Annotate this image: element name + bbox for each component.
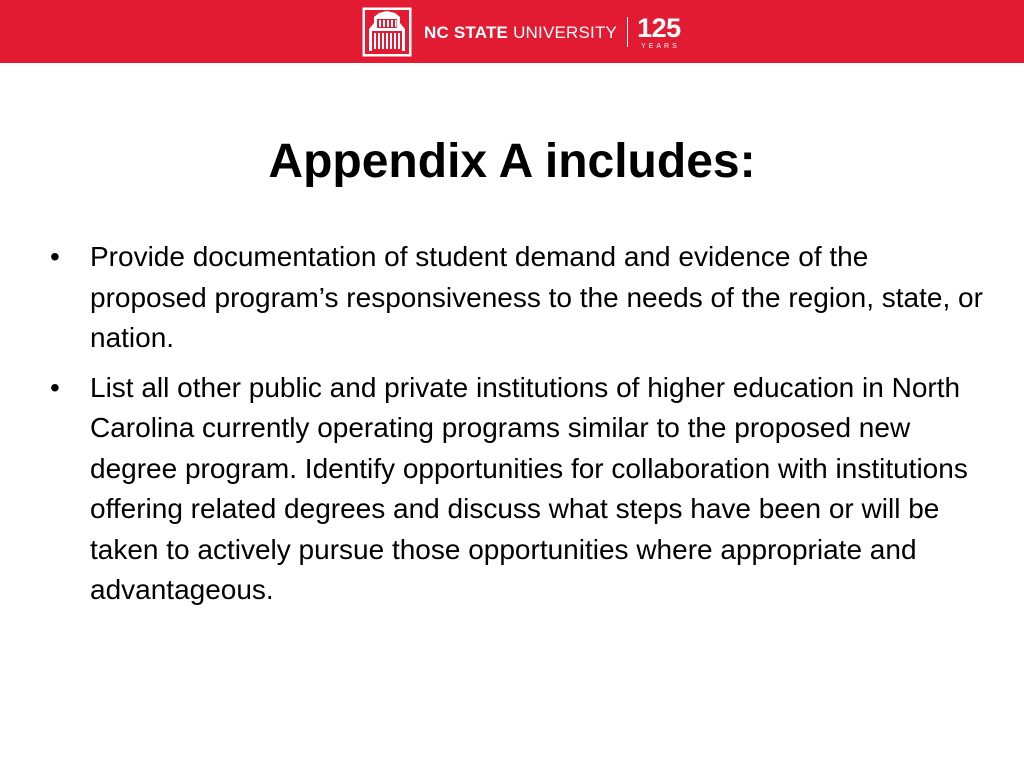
bullet-item	[50, 237, 990, 359]
bullet-icon: •	[50, 241, 60, 272]
university-logo	[362, 6, 681, 58]
slide-title: Appendix A includes:	[268, 135, 756, 188]
bullet-text: List all other public and private institutions of higher education in North Carolina currently operating programs similar to the proposed new degree program. Identify opportunities for collaboration with institutions offering related degrees and discuss what steps have been or will be taken to actively pursue those opportunities where appropriate and advantageous.	[90, 371, 968, 605]
anniversary-label: YEARS	[641, 42, 680, 50]
anniversary-badge	[637, 12, 681, 50]
bullet-list	[50, 237, 990, 620]
anniversary-number: 125	[637, 12, 681, 43]
logo-divider	[627, 17, 628, 47]
brand-bold-text: NC STATE	[424, 22, 509, 42]
bullet-item	[50, 368, 990, 611]
bullet-text: Provide documentation of student demand and evidence of the proposed program’s responsiveness to the needs of the region, state, or nation.	[90, 241, 983, 353]
university-wordmark	[424, 24, 617, 41]
header-bar	[0, 0, 1024, 63]
belltower-logo-icon	[362, 7, 412, 57]
bullet-icon: •	[50, 371, 60, 403]
brand-light-text: UNIVERSITY	[513, 22, 618, 42]
